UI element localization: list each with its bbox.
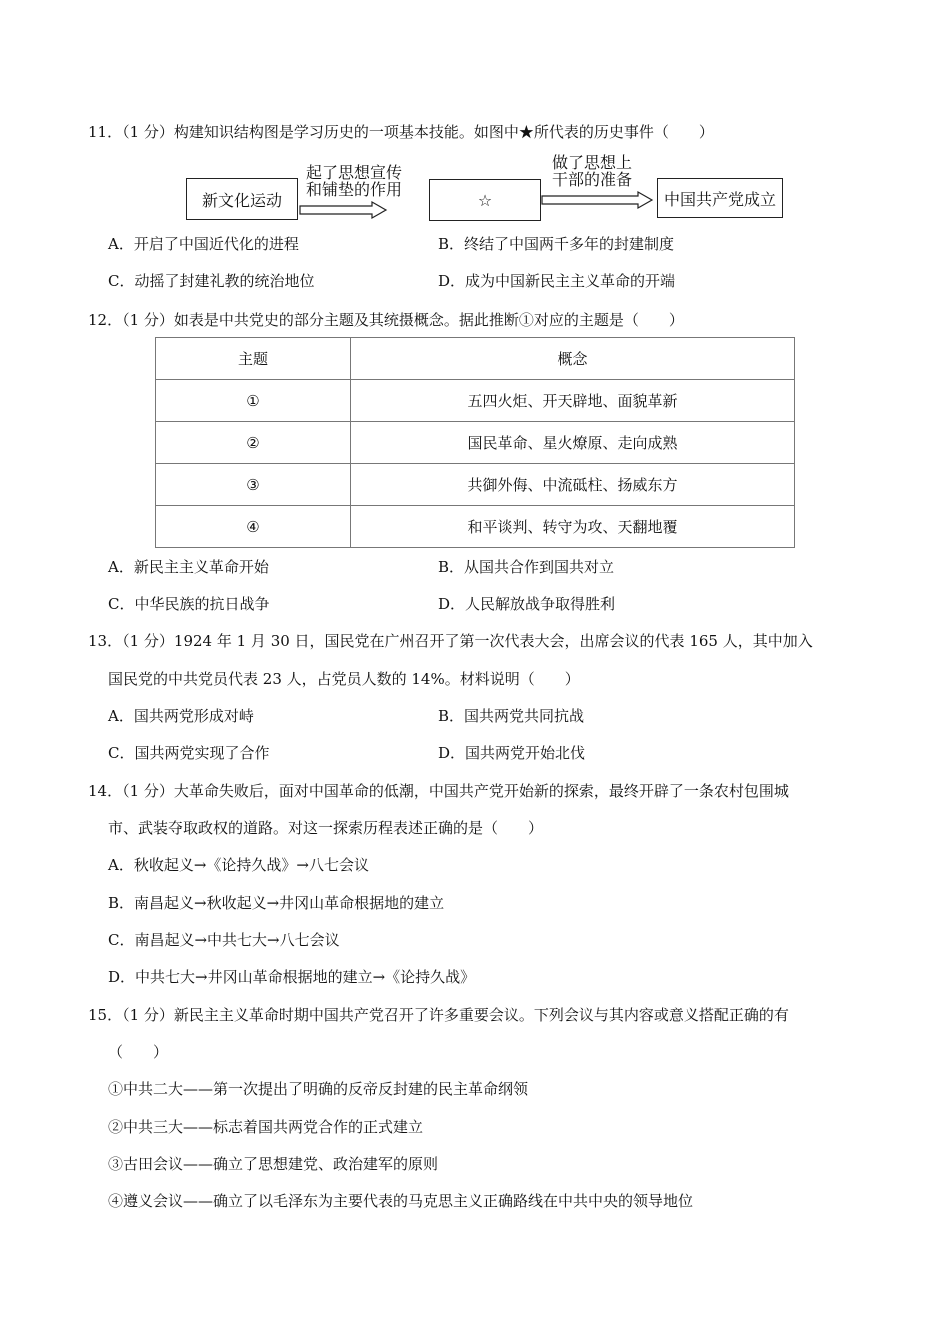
q12-option-a: A．新民主主义革命开始 (108, 558, 269, 576)
q12-option-d: D．人民解放战争取得胜利 (438, 595, 616, 613)
q13-option-d: D．国共两党开始北伐 (438, 744, 586, 762)
diagram-arrow1-icon (300, 202, 390, 220)
table-cell-concept: 国民革命、星火燎原、走向成熟 (351, 422, 795, 464)
arrow1-label-line1: 起了思想宣传 (306, 163, 403, 182)
table-cell-concept: 五四火炬、开天辟地、面貌革新 (351, 380, 795, 422)
q15-item-1: ①中共二大——第一次提出了明确的反帝反封建的民主革命纲领 (108, 1080, 529, 1098)
q14-option-a: A．秋收起义→《论持久战》→八七会议 (108, 856, 369, 874)
q11-option-a: A．开启了中国近代化的进程 (108, 235, 299, 253)
q12-option-c: C．中华民族的抗日战争 (108, 595, 270, 613)
table-row (156, 464, 795, 506)
q14-option-d: D．中共七大→井冈山革命根据地的建立→《论持久战》 (108, 968, 476, 986)
q13-option-a: A．国共两党形成对峙 (108, 707, 254, 725)
q14-stem-line2: 市、武装夺取政权的道路。对这一探索历程表述正确的是（ ） (108, 819, 544, 837)
diagram-arrow2-label (552, 154, 632, 188)
q13-option-c: C．国共两党实现了合作 (108, 744, 270, 762)
q12-stem: 12．（1 分）如表是中共党史的部分主题及其统摄概念。据此推断①对应的主题是（ ） (88, 311, 684, 329)
arrow2-label-line2: 干部的准备 (552, 170, 633, 189)
diagram-box-new-culture: 新文化运动 (186, 178, 298, 220)
q14-stem-line1: 14．（1 分）大革命失败后，面对中国革命的低潮，中国共产党开始新的探索，最终开辟了一条农村包围城 (88, 782, 789, 800)
q15-item-2: ②中共三大——标志着国共两党合作的正式建立 (108, 1118, 424, 1136)
q13-stem-line2: 国民党的中共党员代表 23 人，占党员人数的 14%。材料说明（ ） (108, 670, 580, 688)
table-cell-concept: 和平谈判、转守为攻、天翻地覆 (351, 506, 795, 548)
q15-item-4: ④遵义会议——确立了以毛泽东为主要代表的马克思主义正确路线在中共中央的领导地位 (108, 1192, 694, 1210)
diagram-box-star: ☆ (429, 179, 541, 221)
q14-option-c: C．南昌起义→中共七大→八七会议 (108, 931, 340, 949)
table-cell-theme: ① (156, 380, 351, 422)
q15-stem-line2: （ ） (108, 1043, 169, 1061)
table-header-theme: 主题 (156, 338, 351, 380)
diagram-arrow1-label (306, 164, 402, 198)
q13-stem-line1: 13．（1 分）1924 年 1 月 30 日，国民党在广州召开了第一次代表大会，出席会议的代表 165 人，其中加入 (88, 632, 813, 650)
table-row (156, 506, 795, 548)
table-cell-concept: 共御外侮、中流砥柱、扬威东方 (351, 464, 795, 506)
diagram-box-ccp-founded: 中国共产党成立 (657, 178, 783, 218)
table-cell-theme: ② (156, 422, 351, 464)
diagram-arrow2-icon (542, 192, 657, 210)
table-row (156, 380, 795, 422)
table-cell-theme: ③ (156, 464, 351, 506)
q11-stem: 11．（1 分）构建知识结构图是学习历史的一项基本技能。如图中★所代表的历史事件（ ） (88, 123, 714, 141)
q14-option-b: B．南昌起义→秋收起义→井冈山革命根据地的建立 (108, 894, 445, 912)
table-cell-theme: ④ (156, 506, 351, 548)
arrow1-label-line2: 和铺垫的作用 (306, 180, 403, 199)
q15-stem-line1: 15．（1 分）新民主主义革命时期中国共产党召开了许多重要会议。下列会议与其内容或意义搭配正确的有 (88, 1006, 789, 1024)
arrow2-label-line1: 做了思想上 (552, 153, 633, 172)
table-header-concept: 概念 (351, 338, 795, 380)
q11-option-d: D．成为中国新民主主义革命的开端 (438, 272, 676, 290)
q15-item-3: ③古田会议——确立了思想建党、政治建军的原则 (108, 1155, 439, 1173)
q11-option-c: C．动摇了封建礼教的统治地位 (108, 272, 315, 290)
table-header-row (156, 338, 795, 380)
q11-option-b: B．终结了中国两千多年的封建制度 (438, 235, 675, 253)
table-row (156, 422, 795, 464)
party-history-table (155, 337, 795, 548)
q12-option-b: B．从国共合作到国共对立 (438, 558, 615, 576)
q13-option-b: B．国共两党共同抗战 (438, 707, 585, 725)
